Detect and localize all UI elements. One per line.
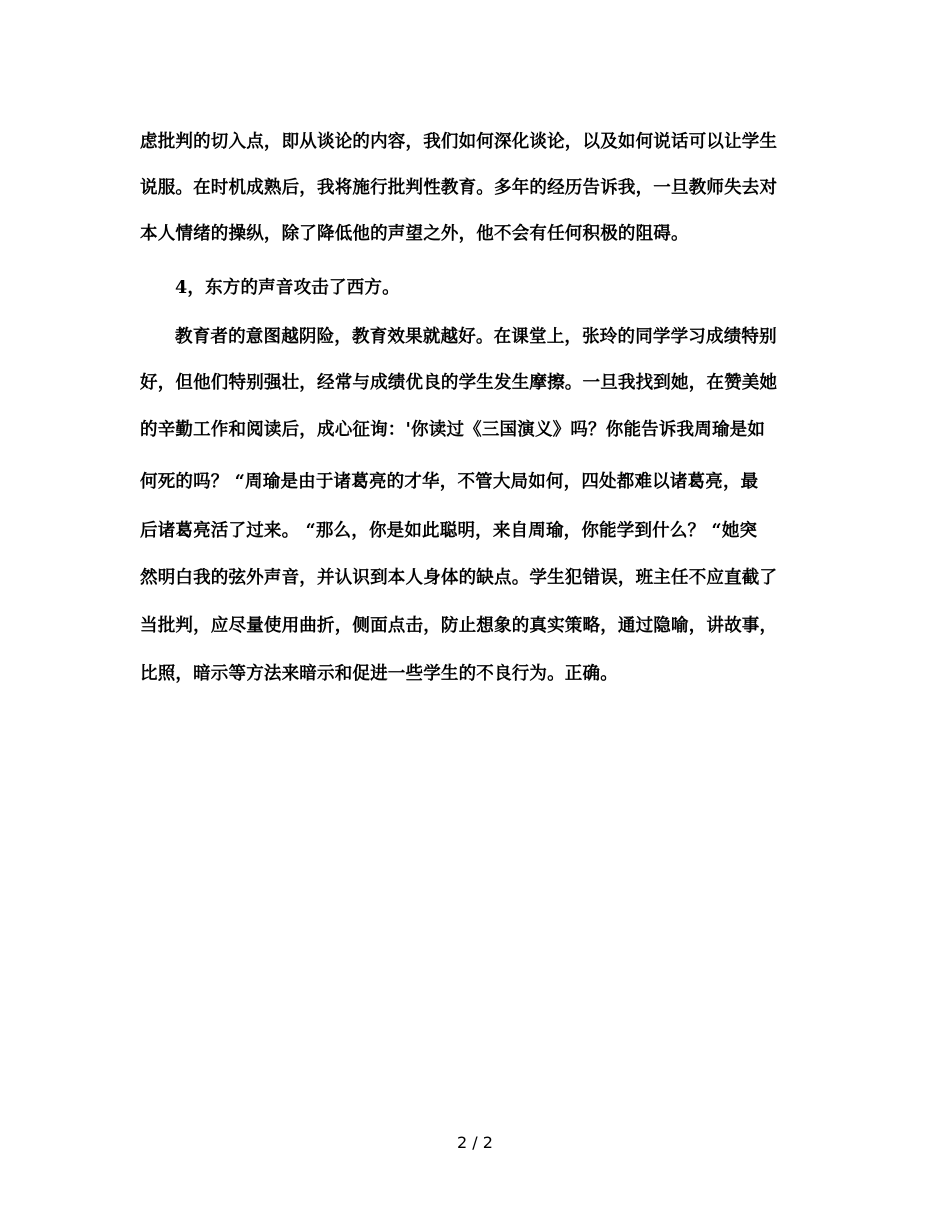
paragraph-1-line-2: 说服。在时机成熟后，我将施行批判性教育。多年的经历告诉我，一旦教师失去对 bbox=[140, 178, 778, 198]
paragraph-3-line-1: 教育者的意图越阴险，教育效果就越好。在课堂上，张玲的同学学习成绩特别 bbox=[175, 327, 777, 347]
paragraph-2-line-1: 4，东方的声音攻击了西方。 bbox=[175, 278, 400, 298]
paragraph-3-line-6: 然明白我的弦外声音，并认识到本人身体的缺点。学生犯错误，班主任不应直截了 bbox=[140, 568, 778, 588]
paragraph-3-line-7: 当批判，应尽量使用曲折，侧面点击，防止想象的真实策略，通过隐喻，讲故事， bbox=[140, 616, 778, 636]
paragraph-3-line-4: 何死的吗？ “周瑜是由于诸葛亮的才华，不管大局如何，四处都难以诸葛亮，最 bbox=[140, 472, 759, 492]
paragraph-3-line-3: 的辛勤工作和阅读后，成心征询：'你读过《三国演义》吗？你能告诉我周瑜是如 bbox=[140, 420, 766, 440]
paragraph-3-line-5: 后诸葛亮活了过来。 “那么，你是如此聪明，来自周瑜，你能学到什么？ “她突 bbox=[140, 521, 758, 541]
paragraph-1-line-3: 本人情绪的操纵，除了降低他的声望之外，他不会有任何积极的阻碍。 bbox=[140, 224, 689, 244]
paragraph-3-line-2: 好，但他们特别强壮，经常与成绩优良的学生发生摩擦。一旦我找到她，在赞美她 bbox=[140, 373, 778, 393]
paragraph-1-line-1: 虑批判的切入点，即从谈论的内容，我们如何深化谈论，以及如何说话可以让学生 bbox=[140, 132, 778, 152]
paragraph-3-line-8: 比照，暗示等方法来暗示和促进一些学生的不良行为。正确。 bbox=[140, 664, 618, 684]
page-number: 2 / 2 bbox=[457, 1133, 493, 1152]
